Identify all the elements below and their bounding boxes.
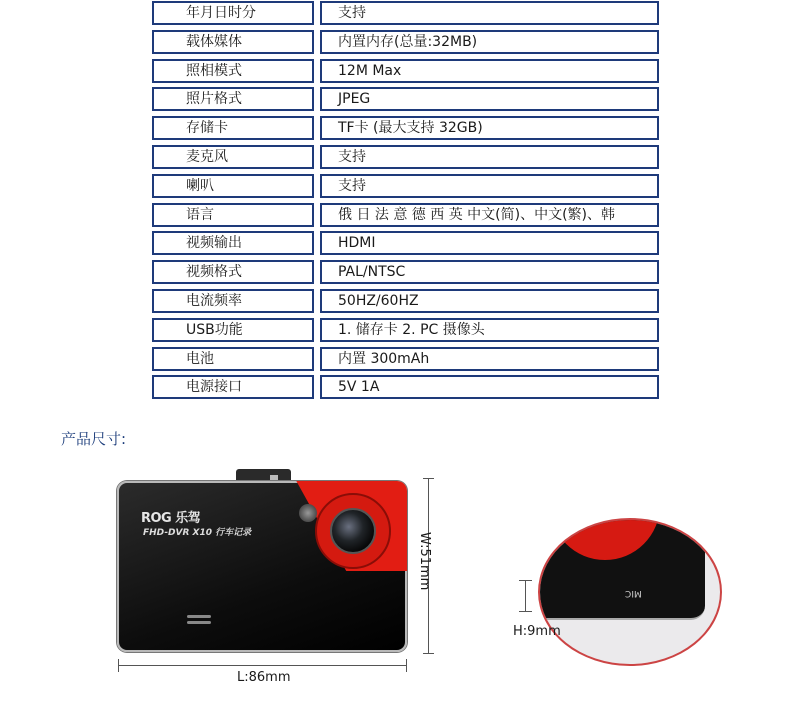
spec-row bbox=[152, 29, 659, 58]
spec-row bbox=[152, 346, 659, 375]
height-dimension-cap-top bbox=[519, 580, 532, 581]
spec-value: 50HZ/60HZ bbox=[320, 289, 659, 313]
spec-value: 支持 bbox=[320, 174, 659, 198]
spec-key: 载体媒体 bbox=[152, 30, 314, 54]
camera-side-zoom-image bbox=[538, 518, 722, 666]
spec-row bbox=[152, 173, 659, 202]
spec-value: TF卡 (最大支持 32GB) bbox=[320, 116, 659, 140]
spec-row bbox=[152, 202, 659, 231]
height-label: H:9mm bbox=[513, 624, 561, 639]
dimensions-heading: 产品尺寸: bbox=[61, 430, 127, 448]
length-label: L:86mm bbox=[237, 670, 291, 685]
spec-row bbox=[152, 259, 659, 288]
spec-row bbox=[152, 317, 659, 346]
model-label: FHD-DVR X10 行车记录 bbox=[143, 528, 252, 538]
spec-key: 电池 bbox=[152, 347, 314, 371]
spec-value: 内置 300mAh bbox=[320, 347, 659, 371]
spec-value: 支持 bbox=[320, 1, 659, 25]
spec-key: USB功能 bbox=[152, 318, 314, 342]
spec-key: 麦克风 bbox=[152, 145, 314, 169]
mic-label: MIC bbox=[625, 588, 642, 598]
spec-row bbox=[152, 115, 659, 144]
sensor-icon bbox=[299, 504, 317, 522]
spec-table bbox=[152, 0, 659, 403]
spec-row bbox=[152, 0, 659, 29]
spec-value: 支持 bbox=[320, 145, 659, 169]
spec-key: 电流频率 bbox=[152, 289, 314, 313]
spec-value: 12M Max bbox=[320, 59, 659, 83]
speaker-grille-icon bbox=[187, 615, 211, 627]
spec-key: 喇叭 bbox=[152, 174, 314, 198]
spec-key: 年月日时分 bbox=[152, 1, 314, 25]
spec-row bbox=[152, 144, 659, 173]
spec-row bbox=[152, 86, 659, 115]
spec-value: HDMI bbox=[320, 231, 659, 255]
spec-key: 语言 bbox=[152, 203, 314, 227]
brand-logo: ROG 乐驾 bbox=[141, 511, 201, 526]
spec-row bbox=[152, 230, 659, 259]
spec-key: 电源接口 bbox=[152, 375, 314, 399]
height-dimension-line bbox=[525, 580, 526, 612]
spec-value: 5V 1A bbox=[320, 375, 659, 399]
width-dimension-cap-bottom bbox=[423, 653, 434, 654]
spec-key: 照相模式 bbox=[152, 59, 314, 83]
spec-value: JPEG bbox=[320, 87, 659, 111]
camera-lens-icon bbox=[315, 493, 391, 569]
width-label: W:51mm bbox=[417, 532, 432, 591]
spec-value: PAL/NTSC bbox=[320, 260, 659, 284]
width-dimension-cap-top bbox=[423, 478, 434, 479]
length-dimension-line bbox=[118, 665, 407, 666]
spec-value: 内置内存(总量:32MB) bbox=[320, 30, 659, 54]
length-dimension-cap-right bbox=[406, 659, 407, 672]
spec-row bbox=[152, 58, 659, 87]
height-dimension-cap-bottom bbox=[519, 611, 532, 612]
spec-key: 存储卡 bbox=[152, 116, 314, 140]
spec-value: 1. 储存卡 2. PC 摄像头 bbox=[320, 318, 659, 342]
lens-glass bbox=[330, 508, 376, 554]
spec-row bbox=[152, 374, 659, 403]
spec-key: 视频输出 bbox=[152, 231, 314, 255]
camera-side-body bbox=[538, 520, 705, 620]
length-dimension-cap-left bbox=[118, 659, 119, 672]
spec-key: 照片格式 bbox=[152, 87, 314, 111]
spec-value: 俄 日 法 意 德 西 英 中文(简)、中文(繁)、韩 bbox=[320, 203, 659, 227]
spec-key: 视频格式 bbox=[152, 260, 314, 284]
spec-row bbox=[152, 288, 659, 317]
camera-lens-icon bbox=[550, 518, 660, 560]
camera-front-image bbox=[117, 481, 407, 652]
